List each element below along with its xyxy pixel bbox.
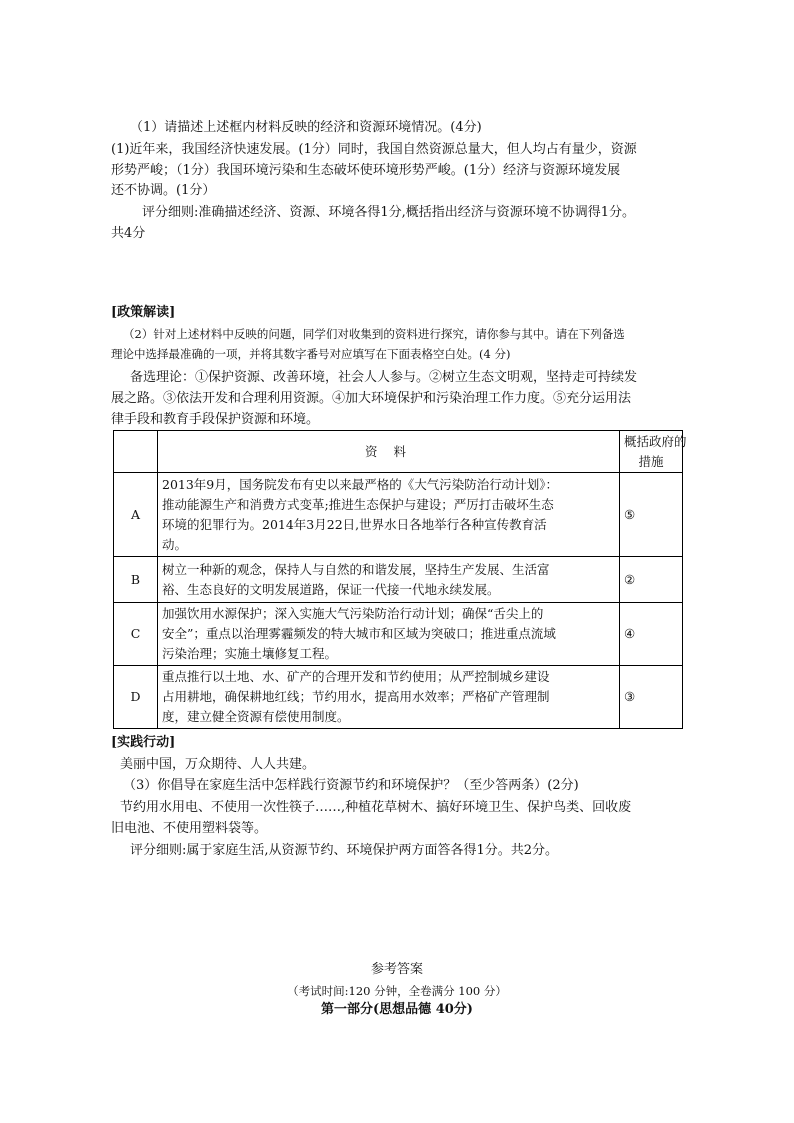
row-answer: ③ <box>620 666 683 729</box>
table-header-row <box>114 431 683 473</box>
table-header-measure <box>620 431 687 473</box>
row-letter: B <box>114 557 158 603</box>
row-material-line: 占用耕地，确保耕地红线；节约用水，提高用水效率；严格矿产管理制 <box>162 689 550 704</box>
table-header-measure-line: 措施 <box>638 453 664 469</box>
practice-answer-line: 节约用水用电、不使用一次性筷子……,种植花草树木、搞好环境卫生、保护鸟类、回收废 <box>120 800 632 815</box>
row-material-line: 污染治理；实施土壤修复工程。 <box>162 646 338 661</box>
q1-rubric-line: 共4分 <box>111 226 146 241</box>
footer-title: 参考答案 <box>370 962 423 977</box>
row-material-line: 树立一种新的观念，保持人与自然的和谐发展，坚持生产发展、生活富 <box>162 561 550 577</box>
table-header-empty <box>114 431 158 473</box>
table-header-material: 资 料 <box>158 431 620 473</box>
q1-question: （1）请描述上述框内材料反映的经济和资源环境情况。(4分) <box>130 120 482 135</box>
q1-answer-line: 形势严峻；（1分）我国环境污染和生态破坏使环境形势严峻。(1分）经济与资源环境发展 <box>111 163 621 178</box>
row-material-line: 推动能源生产和消费方式变革;推进生态保护与建设；严厉打击破坏生态 <box>162 496 554 512</box>
policy-options-line: 备选理论：①保护资源、改善环境，社会人人参与。②树立生态文明观，坚持走可持续发 <box>130 370 638 385</box>
table-header-measure-line: 概括政府的 <box>624 433 687 449</box>
practice-intro: 美丽中国，万众期待、人人共建。 <box>120 757 316 772</box>
policy-question-line: （2）针对上述材料中反映的问题，同学们对收集到的资料进行探究，请你参与其中。请在下列备选 <box>123 327 625 341</box>
row-material-line: 2013年9月，国务院发布有史以来最严格的《大气污染防治行动计划》： <box>162 476 559 492</box>
row-answer: ② <box>620 557 683 603</box>
practice-question: （3）你倡导在家庭生活中怎样践行资源节约和环境保护？（至少答两条）(2分) <box>123 778 579 793</box>
practice-rubric: 评分细则:属于家庭生活,从资源节约、环境保护两方面答各得1分。共2分。 <box>130 843 559 858</box>
policy-options-line: 展之路。③依法开发和合理利用资源。④加大环境保护和污染治理工作力度。⑤充分运用法 <box>111 391 632 406</box>
row-answer: ④ <box>620 603 683 666</box>
row-material <box>158 473 620 557</box>
practice-answer-line: 旧电池、不使用塑料袋等。 <box>111 821 268 836</box>
row-material-line: 动。 <box>162 536 188 552</box>
row-material <box>158 666 620 729</box>
row-material <box>158 557 620 603</box>
table-row <box>114 666 683 729</box>
row-material-line: 裕、生态良好的文明发展道路，保证一代接一代地永续发展。 <box>162 581 500 597</box>
footer-section: 第一部分(思想品德 40分) <box>321 1002 473 1017</box>
row-material-line: 度，建立健全资源有偿使用制度。 <box>162 709 350 724</box>
row-letter: C <box>114 603 158 666</box>
row-answer: ⑤ <box>620 473 683 557</box>
policy-heading: [政策解读] <box>111 305 176 320</box>
row-material-line: 重点推行以土地、水、矿产的合理开发和节约使用；从严控制城乡建设 <box>162 669 550 684</box>
table-row <box>114 473 683 557</box>
policy-options-line: 律手段和教育手段保护资源和环境。 <box>111 412 320 427</box>
practice-heading: [实践行动] <box>111 735 176 750</box>
table-row <box>114 603 683 666</box>
q1-answer-line: 还不协调。(1分） <box>111 183 216 198</box>
row-letter: D <box>114 666 158 729</box>
table-row <box>114 557 683 603</box>
row-material-line: 加强饮用水源保护；深入实施大气污染防治行动计划；确保“舌尖上的 <box>162 606 544 621</box>
q1-answer-line: (1)近年来，我国经济快速发展。(1分）同时，我国自然资源总量大，但人均占有量少，资源 <box>111 142 637 157</box>
row-material-line: 安全”；重点以治理雾霾频发的特大城市和区域为突破口；推进重点流域 <box>162 626 556 641</box>
q1-rubric-line: 评分细则:准确描述经济、资源、环境各得1分,概括指出经济与资源环境不协调得1分。 <box>142 205 636 220</box>
row-material-line: 环境的犯罪行为。2014年3月22日,世界水日各地举行各种宣传教育活 <box>162 516 547 532</box>
policy-question-line: 理论中选择最准确的一项，并将其数字番号对应填写在下面表格空白处。(4 分) <box>111 347 511 361</box>
footer-exam-info: （考试时间:120 分钟，全卷满分 100 分） <box>287 984 507 998</box>
row-material <box>158 603 620 666</box>
row-letter: A <box>114 473 158 557</box>
materials-table <box>113 430 687 729</box>
